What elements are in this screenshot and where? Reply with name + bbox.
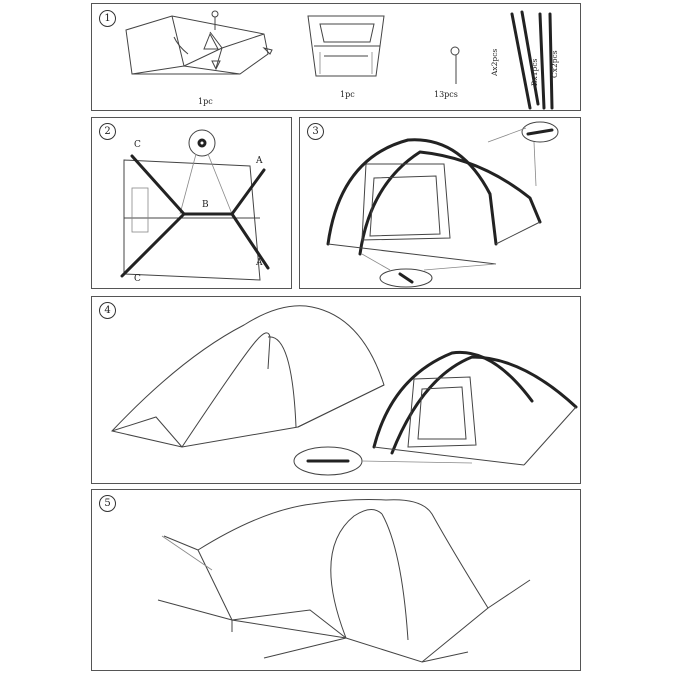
panel-step-5-stake-out — [91, 489, 581, 671]
step-number-4: 4 — [99, 302, 116, 319]
panel-step-2-insert-poles — [91, 117, 292, 289]
inner-tent-drawing — [308, 16, 384, 76]
standing-inner-tent-drawing — [300, 118, 580, 288]
components-drawing — [92, 4, 580, 110]
inner-tent-quantity: 1pc — [340, 90, 355, 99]
pole-label-a-bottom: A — [256, 258, 263, 268]
step-number-2: 2 — [99, 123, 116, 140]
panel-step-4-attach-rainfly — [91, 296, 581, 484]
stake-quantity: 13pcs — [434, 90, 458, 99]
panel-step-3-raise-inner-tent — [299, 117, 581, 289]
rainfly-drawing — [126, 11, 272, 74]
pole-a-quantity: Ax2pcs — [490, 48, 499, 76]
pole-label-b: B — [202, 200, 209, 210]
rainfly-quantity: 1pc — [198, 97, 213, 106]
step-number-1: 1 — [99, 10, 116, 27]
pole-c-quantity: Cx2pcs — [550, 50, 559, 78]
step-number-3: 3 — [307, 123, 324, 140]
pole-label-a-top: A — [256, 156, 263, 166]
stake-drawing — [451, 47, 459, 84]
pole-label-c-top: C — [134, 140, 141, 150]
pole-label-c-bottom: C — [134, 274, 141, 284]
step-number-5: 5 — [99, 495, 116, 512]
panel-step-1-components — [91, 3, 581, 111]
pole-b-quantity: Bx1pcs — [530, 58, 539, 86]
pitched-tent-drawing — [92, 490, 580, 670]
rainfly-over-tent-drawing — [92, 297, 580, 483]
